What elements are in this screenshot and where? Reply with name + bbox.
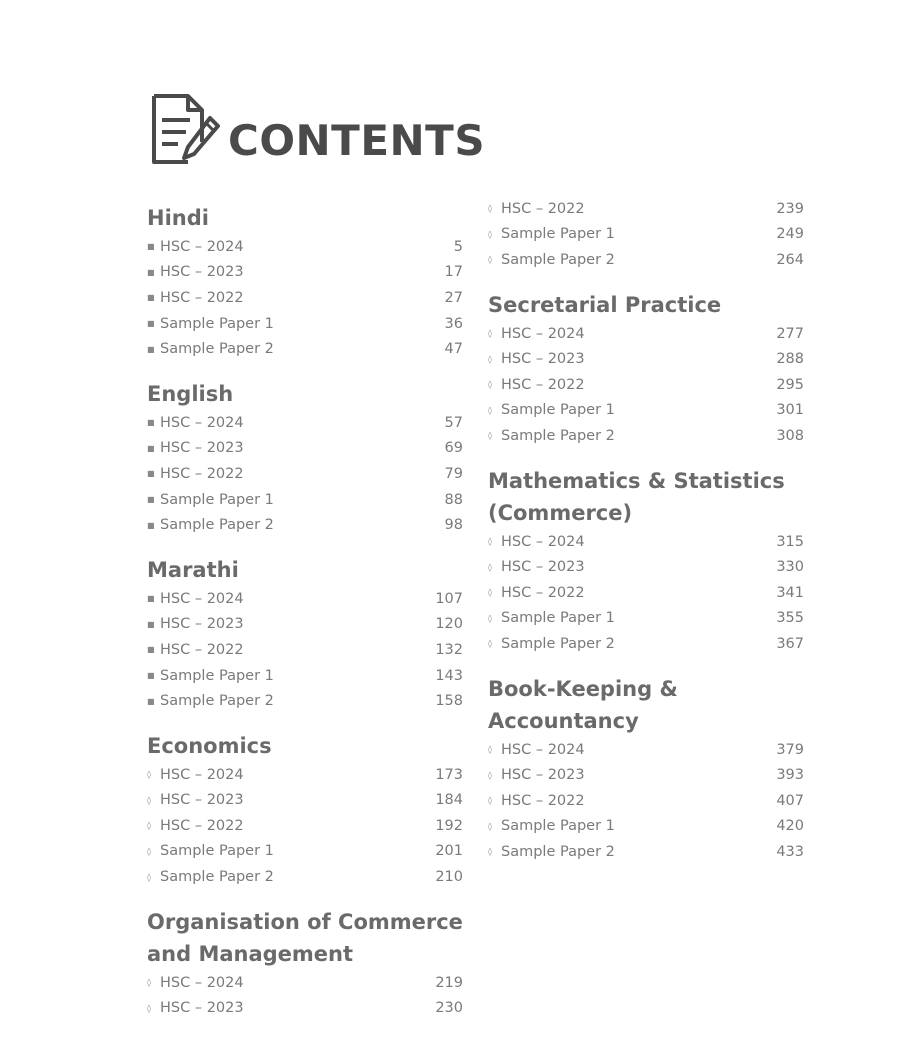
contents-column-right	[488, 196, 804, 865]
toc-entry-text: Sample Paper 2	[160, 517, 274, 534]
toc-entry-text: HSC – 2024	[160, 766, 244, 783]
diamond-bullet-icon: ◊	[488, 770, 492, 780]
toc-entry-page: 132	[435, 641, 463, 658]
toc-entry[interactable]	[488, 788, 804, 814]
toc-entry-label	[147, 415, 244, 431]
toc-entry[interactable]	[488, 247, 804, 273]
toc-entry-label	[147, 869, 274, 885]
contents-section	[488, 673, 804, 865]
toc-entry-page: 184	[435, 792, 463, 809]
toc-entry-page: 57	[444, 414, 463, 431]
toc-entry-text: Sample Paper 1	[160, 491, 274, 508]
toc-entry-label	[488, 610, 615, 626]
toc-entry-text: HSC – 2023	[160, 440, 244, 457]
square-bullet-icon: ■	[147, 671, 155, 681]
toc-entry-text: Sample Paper 1	[501, 226, 615, 243]
diamond-bullet-icon: ◊	[147, 872, 151, 882]
square-bullet-icon: ■	[147, 469, 155, 479]
toc-entry-label	[147, 975, 244, 991]
toc-entry-label	[147, 341, 274, 357]
toc-entry-text: Sample Paper 2	[160, 693, 274, 710]
toc-entry-page: 107	[435, 590, 463, 607]
toc-entry[interactable]	[147, 995, 463, 1021]
section-title: Hindi	[147, 206, 209, 230]
diamond-bullet-icon: ◊	[488, 613, 492, 623]
diamond-bullet-icon: ◊	[488, 588, 492, 598]
toc-entry-page: 79	[444, 465, 463, 482]
toc-entry-text: HSC – 2024	[160, 414, 244, 431]
contents-header	[148, 92, 508, 172]
diamond-bullet-icon: ◊	[488, 562, 492, 572]
toc-entry-label	[147, 492, 274, 508]
diamond-bullet-icon: ◊	[488, 745, 492, 755]
toc-entry-label	[147, 517, 274, 533]
square-bullet-icon: ■	[147, 594, 155, 604]
toc-entry-page: 355	[776, 610, 804, 627]
toc-entry-label	[488, 226, 615, 242]
diamond-bullet-icon: ◊	[488, 255, 492, 265]
toc-entry-page: 98	[444, 517, 463, 534]
section-title: English	[147, 381, 234, 406]
toc-entry-page: 264	[776, 251, 804, 268]
toc-entry-text: HSC – 2024	[501, 325, 585, 342]
toc-entry-label	[147, 591, 244, 607]
square-bullet-icon: ■	[147, 242, 155, 252]
diamond-bullet-icon: ◊	[147, 978, 151, 988]
toc-entry-page: 367	[776, 635, 804, 652]
toc-entry-page: 192	[435, 817, 463, 834]
toc-entry-text: HSC – 2024	[501, 533, 585, 550]
square-bullet-icon: ■	[147, 520, 155, 530]
toc-entry-text: Sample Paper 2	[160, 341, 274, 358]
toc-entry-page: 433	[776, 843, 804, 860]
diamond-bullet-icon: ◊	[488, 354, 492, 364]
toc-entry-text: Sample Paper 1	[160, 843, 274, 860]
contents-section	[147, 554, 463, 714]
toc-entry[interactable]	[147, 234, 463, 260]
toc-entry-text: Sample Paper 1	[160, 667, 274, 684]
toc-entry-label	[147, 693, 274, 709]
toc-entry-page: 230	[435, 1000, 463, 1017]
toc-entry[interactable]	[147, 663, 463, 689]
toc-entry-text: Sample Paper 1	[501, 402, 615, 419]
toc-entry-text: HSC – 2022	[160, 289, 244, 306]
toc-entry[interactable]	[147, 336, 463, 362]
diamond-bullet-icon: ◊	[488, 229, 492, 239]
toc-entry[interactable]	[488, 737, 804, 763]
square-bullet-icon: ■	[147, 645, 155, 655]
toc-entry-text: HSC – 2022	[501, 376, 585, 393]
toc-entry-page: 69	[444, 440, 463, 457]
contents-section	[147, 906, 463, 1021]
toc-entry-text: Sample Paper 1	[501, 610, 615, 627]
toc-entry[interactable]	[147, 762, 463, 788]
toc-entry[interactable]	[147, 487, 463, 513]
toc-entry-page: 47	[444, 341, 463, 358]
section-title: Marathi	[147, 557, 239, 582]
toc-entry-page: 219	[435, 974, 463, 991]
toc-entry-page: 330	[776, 559, 804, 576]
toc-entry[interactable]	[488, 372, 804, 398]
contents-section	[147, 378, 463, 538]
toc-entry-text: HSC – 2024	[160, 590, 244, 607]
diamond-bullet-icon: ◊	[147, 821, 151, 831]
toc-entry[interactable]	[147, 410, 463, 436]
toc-entry-page: 379	[776, 741, 804, 758]
diamond-bullet-icon: ◊	[147, 1003, 151, 1013]
toc-entry-text: HSC – 2023	[160, 264, 244, 281]
section-title: Organisation of Commerce and Management	[147, 909, 463, 966]
toc-entry-page: 420	[776, 818, 804, 835]
toc-entry-label	[147, 239, 244, 255]
toc-entry-page: 301	[776, 402, 804, 419]
toc-entry[interactable]	[488, 346, 804, 372]
square-bullet-icon: ■	[147, 418, 155, 428]
square-bullet-icon: ■	[147, 293, 155, 303]
toc-entry[interactable]	[147, 285, 463, 311]
toc-entry-page: 36	[444, 315, 463, 332]
toc-entry[interactable]	[147, 260, 463, 286]
toc-entry[interactable]	[147, 461, 463, 487]
toc-entry[interactable]	[488, 529, 804, 555]
toc-entry-label	[147, 316, 274, 332]
toc-entry[interactable]	[488, 423, 804, 449]
contents-section	[488, 465, 804, 657]
section-title: Economics	[147, 733, 272, 758]
toc-entry-label	[488, 559, 585, 575]
contents-section	[147, 202, 463, 362]
diamond-bullet-icon: ◊	[488, 796, 492, 806]
diamond-bullet-icon: ◊	[488, 204, 492, 214]
contents-section	[488, 289, 804, 449]
toc-entry-label	[147, 818, 244, 834]
toc-entry-label	[147, 466, 244, 482]
diamond-bullet-icon: ◊	[488, 537, 492, 547]
toc-entry-label	[147, 767, 244, 783]
toc-entry[interactable]	[488, 631, 804, 657]
toc-entry-text: HSC – 2024	[160, 974, 244, 991]
toc-entry[interactable]	[147, 864, 463, 890]
toc-entry-text: HSC – 2022	[501, 584, 585, 601]
diamond-bullet-icon: ◊	[147, 795, 151, 805]
toc-entry-label	[488, 742, 585, 758]
toc-entry[interactable]	[488, 554, 804, 580]
toc-entry-label	[488, 252, 615, 268]
toc-entry-label	[147, 290, 244, 306]
diamond-bullet-icon: ◊	[488, 380, 492, 390]
toc-entry-page: 201	[435, 843, 463, 860]
toc-entry-text: HSC – 2024	[501, 741, 585, 758]
square-bullet-icon: ■	[147, 267, 155, 277]
section-title: Secretarial Practice	[488, 292, 722, 317]
toc-entry-label	[147, 642, 244, 658]
toc-entry[interactable]	[147, 688, 463, 714]
toc-entry-page: 210	[435, 869, 463, 886]
toc-entry-text: HSC – 2023	[160, 616, 244, 633]
toc-entry-text: Sample Paper 2	[501, 427, 615, 444]
toc-entry-page: 249	[776, 226, 804, 243]
toc-entry-label	[488, 534, 585, 550]
toc-entry[interactable]	[147, 586, 463, 612]
toc-entry[interactable]	[488, 196, 804, 222]
toc-entry-page: 277	[776, 325, 804, 342]
toc-entry[interactable]	[488, 839, 804, 865]
section-title: Book-Keeping & Accountancy	[488, 676, 678, 733]
toc-entry[interactable]	[488, 398, 804, 424]
contents-column-left	[147, 202, 463, 1021]
diamond-bullet-icon: ◊	[488, 821, 492, 831]
toc-entry-text: HSC – 2024	[160, 238, 244, 255]
toc-entry-label	[147, 264, 244, 280]
toc-entry-label	[488, 844, 615, 860]
toc-entry-label	[488, 201, 585, 217]
toc-entry-text: HSC – 2022	[160, 817, 244, 834]
diamond-bullet-icon: ◊	[488, 405, 492, 415]
diamond-bullet-icon: ◊	[488, 639, 492, 649]
toc-entry-page: 407	[776, 792, 804, 809]
toc-entry-page: 5	[453, 238, 463, 255]
toc-entry-text: Sample Paper 2	[501, 635, 615, 652]
toc-entry-text: Sample Paper 1	[501, 818, 615, 835]
square-bullet-icon: ■	[147, 696, 155, 706]
page-title: CONTENTS	[228, 116, 486, 165]
toc-entry-label	[488, 793, 585, 809]
square-bullet-icon: ■	[147, 495, 155, 505]
toc-entry-text: HSC – 2022	[160, 641, 244, 658]
toc-entry[interactable]	[488, 762, 804, 788]
toc-entry-page: 17	[444, 264, 463, 281]
toc-entry-text: Sample Paper 1	[160, 315, 274, 332]
contents-section	[147, 730, 463, 890]
toc-entry[interactable]	[147, 512, 463, 538]
toc-entry[interactable]	[488, 321, 804, 347]
toc-entry[interactable]	[147, 788, 463, 814]
document-pencil-icon	[148, 92, 224, 168]
toc-entry-page: 341	[776, 584, 804, 601]
toc-entry-label	[488, 377, 585, 393]
toc-entry-label	[147, 792, 244, 808]
toc-entry-label	[147, 1000, 244, 1016]
toc-entry-label	[147, 440, 244, 456]
toc-entry-page: 88	[444, 491, 463, 508]
toc-entry-page: 27	[444, 289, 463, 306]
toc-entry-text: HSC – 2023	[160, 1000, 244, 1017]
toc-entry[interactable]	[147, 813, 463, 839]
toc-entry-page: 315	[776, 533, 804, 550]
toc-entry-label	[488, 351, 585, 367]
toc-entry-label	[147, 616, 244, 632]
toc-entry-label	[147, 668, 274, 684]
toc-entry-text: HSC – 2023	[160, 792, 244, 809]
toc-entry[interactable]	[147, 311, 463, 337]
toc-entry-text: Sample Paper 2	[160, 869, 274, 886]
toc-entry[interactable]	[147, 612, 463, 638]
toc-entry[interactable]	[147, 970, 463, 996]
toc-entry-text: Sample Paper 2	[501, 843, 615, 860]
toc-entry-page: 120	[435, 616, 463, 633]
toc-entry-text: HSC – 2022	[501, 792, 585, 809]
toc-entry-label	[488, 636, 615, 652]
square-bullet-icon: ■	[147, 344, 155, 354]
toc-entry[interactable]	[488, 606, 804, 632]
toc-entry-text: HSC – 2023	[501, 767, 585, 784]
toc-entry-label	[147, 843, 274, 859]
toc-entry-page: 295	[776, 376, 804, 393]
toc-entry-page: 158	[435, 693, 463, 710]
toc-entry-page: 308	[776, 427, 804, 444]
toc-entry[interactable]	[488, 580, 804, 606]
contents-section	[488, 196, 804, 273]
diamond-bullet-icon: ◊	[488, 329, 492, 339]
toc-entry-text: Sample Paper 2	[501, 251, 615, 268]
toc-entry-label	[488, 326, 585, 342]
toc-entry[interactable]	[147, 839, 463, 865]
toc-entry[interactable]	[147, 637, 463, 663]
toc-entry-label	[488, 402, 615, 418]
toc-entry-label	[488, 428, 615, 444]
toc-entry-label	[488, 767, 585, 783]
toc-entry-label	[488, 585, 585, 601]
toc-entry-page: 173	[435, 766, 463, 783]
section-title: Mathematics & Statistics (Commerce)	[488, 468, 785, 525]
square-bullet-icon: ■	[147, 319, 155, 329]
diamond-bullet-icon: ◊	[488, 431, 492, 441]
toc-entry-label	[488, 818, 615, 834]
toc-entry-text: HSC – 2023	[501, 351, 585, 368]
diamond-bullet-icon: ◊	[147, 770, 151, 780]
square-bullet-icon: ■	[147, 619, 155, 629]
toc-entry-page: 288	[776, 351, 804, 368]
toc-entry[interactable]	[488, 222, 804, 248]
toc-entry-page: 239	[776, 200, 804, 217]
toc-entry[interactable]	[147, 436, 463, 462]
square-bullet-icon: ■	[147, 443, 155, 453]
toc-entry-text: HSC – 2023	[501, 559, 585, 576]
toc-entry-page: 143	[435, 667, 463, 684]
diamond-bullet-icon: ◊	[147, 846, 151, 856]
toc-entry[interactable]	[488, 814, 804, 840]
diamond-bullet-icon: ◊	[488, 847, 492, 857]
toc-entry-text: HSC – 2022	[160, 465, 244, 482]
toc-entry-text: HSC – 2022	[501, 200, 585, 217]
toc-entry-page: 393	[776, 767, 804, 784]
